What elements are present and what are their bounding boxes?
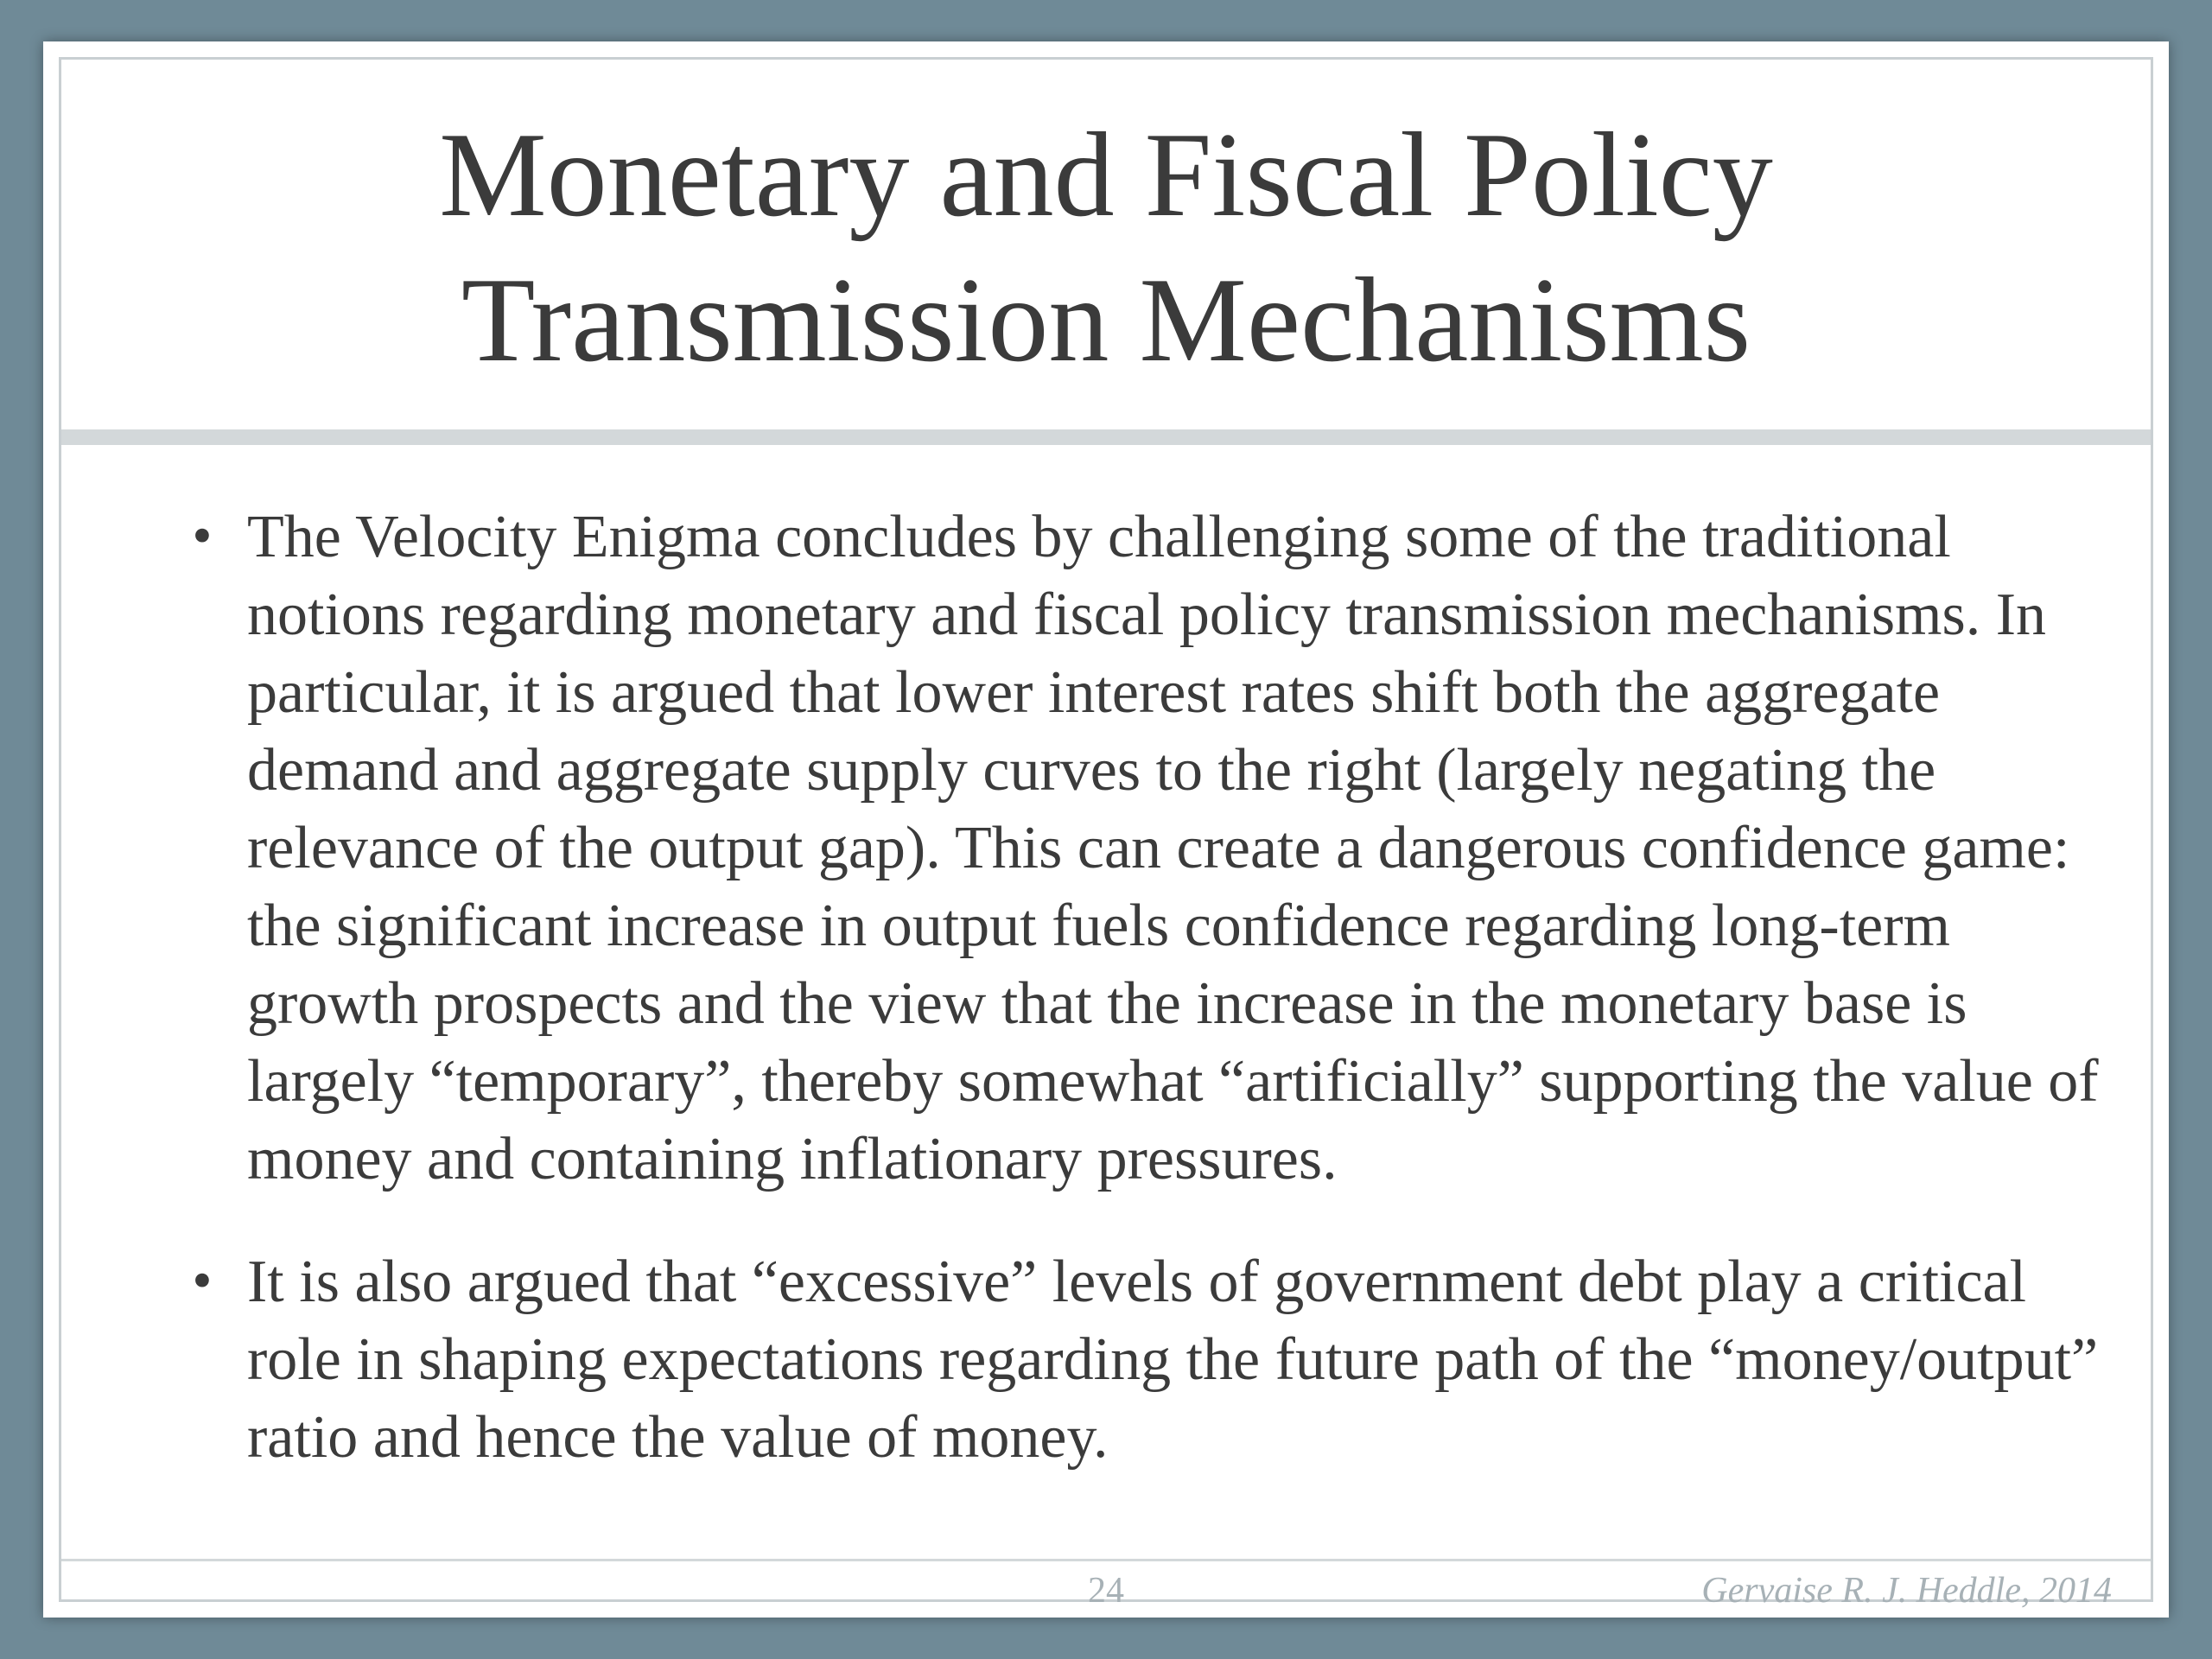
slide-frame	[59, 57, 2153, 1611]
author-credit: Gervaise R. J. Heddle, 2014	[1701, 1571, 2112, 1611]
slide-title	[61, 103, 2151, 393]
slide-title-line-1: Monetary and Fiscal Policy	[439, 108, 1773, 242]
bullet-text: The Velocity Enigma concludes by challenging some of the traditional notions regarding monetary and fiscal policy transmission mechanisms. In particular, it is argued that lower interest rates shift both the aggregate demand and aggregate supply curves to the right (largely negating the relevance of the output gap). This can create a dangerous confidence game: the significant increase in output fuels confidence regarding long-term growth prospects and the view that the increase in the monetary base is largely “temporary”, thereby somewhat “artificially” supporting the value of money and containing inflationary pressures.	[247, 504, 2099, 1192]
footer-divider	[61, 1559, 2151, 1561]
bullet-list	[143, 499, 2107, 1522]
bullet-dot-icon: •	[188, 510, 216, 564]
title-divider	[61, 429, 2151, 445]
bullet-item	[143, 1243, 2107, 1477]
bullet-dot-icon: •	[188, 1255, 216, 1309]
page-number: 24	[1088, 1571, 1124, 1611]
bullet-item	[143, 499, 2107, 1198]
slide	[43, 41, 2169, 1618]
bullet-text: It is also argued that “excessive” levels of government debt play a critical role in shaping expectations regarding the future path of the “money/output” ratio and hence the value of money.	[247, 1249, 2099, 1471]
slide-title-line-2: Transmission Mechanisms	[461, 253, 1751, 387]
